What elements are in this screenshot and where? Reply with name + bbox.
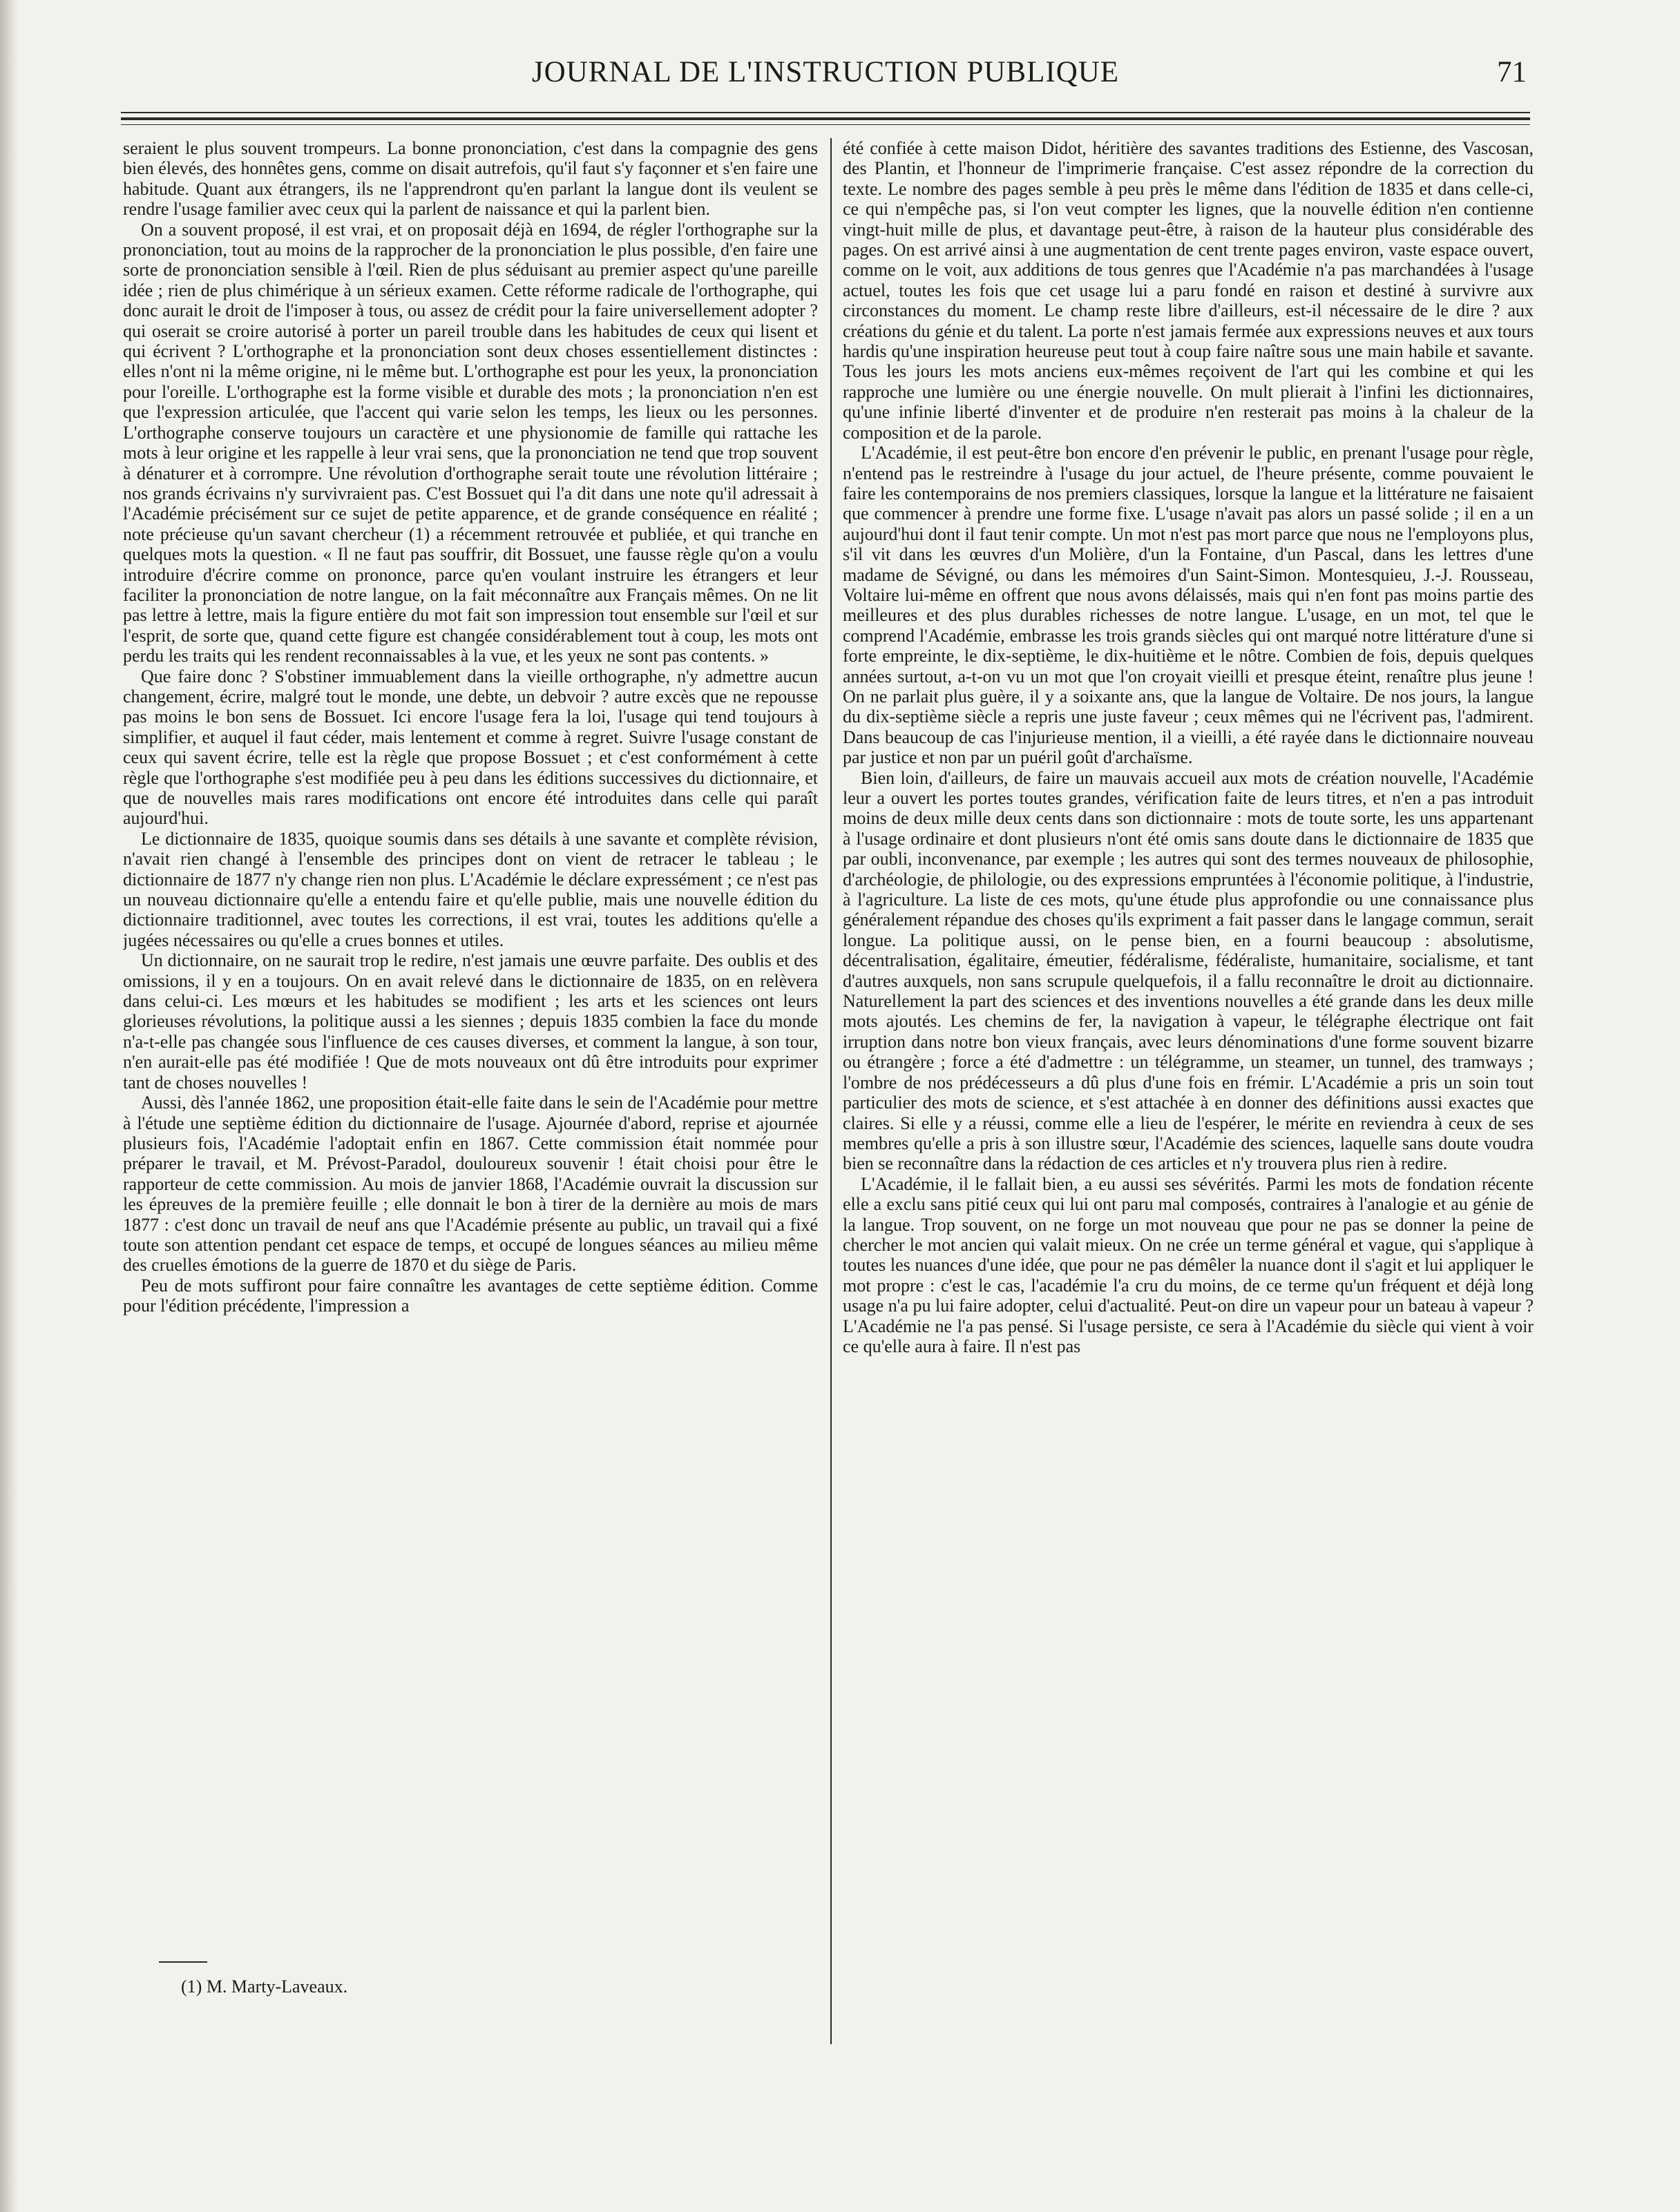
paragraph: Que faire donc ? S'obstiner immuablement dans la vieille orthographe, n'y admettre aucun changement, écrire, malgré tout le monde, une debte, un debvoir ? autre excès que ne repousse pas moins le bon sens de Bossuet. Ici encore l'usage fera la loi, l'usage qui tend toujours à simplifier, et auquel il faut céder, mais lentement et comme à regret. Suivre l'usage constant de ceux qui savent écrire, telle est la règle que propose Bossuet ; et c'est conformément à cette règle que l'orthographe s'est modifiée peu à peu dans les éditions successives du dictionnaire, et que de nouvelles mais rares modifications ont encore été introduites dans celle qui paraît aujourd'hui.: [123, 666, 818, 829]
left-column: [123, 138, 818, 2010]
paragraph: L'Académie, il est peut-être bon encore d'en prévenir le public, en prenant l'usage pour règle, n'entend pas le restreindre à l'usage du jour actuel, de l'heure présente, comme pouvaient le faire les contemporains de nos premiers classiques, lorsque la langue et la littérature ne faisaient que commencer à prendre une forme fixe. L'usage n'avait pas alors un passé solide ; il en a un aujourd'hui dont il faut tenir compte. Un mot n'est pas mort parce que nous ne l'employons plus, s'il vit dans les œuvres d'un Molière, d'un la Fontaine, d'un Pascal, dans les lettres d'une madame de Sévigné, ou dans les mémoires d'un Saint-Simon. Montesquieu, J.-J. Rousseau, Voltaire lui-même en offrent que nous avons délaissés, mais qui n'en font pas moins partie des meilleures et des plus durables richesses de notre langue. L'usage, en un mot, tel que le comprend l'Académie, embrasse les trois grands siècles qui ont marqué notre littérature d'une si forte empreinte, le dix-septième, le dix-huitième et le nôtre. Combien de fois, depuis quelques années surtout, a-t-on vu un mot que l'on croyait vieilli et presque éteint, renaître plus jeune ! On ne parlait plus guère, il y a soixante ans, que la langue de Voltaire. De nos jours, la langue du dix-septième siècle a repris une juste faveur ; ceux mêmes qui ne l'écrivent pas, l'admirent. Dans beaucoup de cas l'injurieuse mention, il a vieilli, a été rayée dans le dictionnaire nouveau par justice et non par un puéril goût d'archaïsme.: [843, 443, 1534, 768]
page-edge-shadow: [0, 0, 19, 2212]
header-rule-top: [121, 112, 1530, 113]
journal-title: JOURNAL DE L'INSTRUCTION PUBLIQUE: [531, 56, 1120, 88]
paragraph: Un dictionnaire, on ne saurait trop le redire, n'est jamais une œuvre parfaite. Des oublis et des omissions, il y en a toujours. On en avait relevé dans le dictionnaire de 1835, on en relèvera dans celui-ci. Les mœurs et les habitudes se modifient ; les arts et les sciences ont leurs glorieuses révolutions, la politique aussi a les siennes ; depuis 1835 combien la face du monde n'a-t-elle pas changée sous l'influence de ces causes diverses, et comment la langue, à son tour, n'en aurait-elle pas été modifiée ! Que de mots nouveaux ont dû être introduits pour exprimer tant de choses nouvelles !: [123, 950, 818, 1093]
header-rule-middle: [121, 117, 1530, 120]
right-column: [843, 138, 1534, 2044]
page-header: [124, 55, 1527, 97]
footnote-rule: [159, 1961, 207, 1963]
paragraph: Le dictionnaire de 1835, quoique soumis dans ses détails à une savante et complète révision, n'avait rien changé à l'ensemble des principes dont on vient de retracer le tableau ; le dictionnaire de 1877 n'y change rien non plus. L'Académie le déclare expressément ; ce n'est pas un nouveau dictionnaire qu'elle a entendu faire et qu'elle publie, mais une nouvelle édition du dictionnaire traditionnel, avec toutes les corrections, il est vrai, toutes les additions qu'elle a jugées nécessaires ou qu'elle a crues bonnes et utiles.: [123, 828, 818, 950]
footnote: (1) M. Marty-Laveaux.: [181, 1977, 348, 1997]
paragraph: On a souvent proposé, il est vrai, et on proposait déjà en 1694, de régler l'orthographe sur la prononciation, tout au moins de la rapprocher de la prononciation le plus possible, d'en faire une sorte de prononciation sensible à l'œil. Rien de plus séduisant au premier aspect qu'une pareille idée ; rien de plus chimérique à un sérieux examen. Cette réforme radicale de l'orthographe, qui donc aurait le droit de l'imposer à tous, ou assez de crédit pour la faire universellement adopter ? qui oserait se croire autorisé à porter un pareil trouble dans les habitudes de ceux qui lisent et qui écrivent ? L'orthographe et la prononciation sont deux choses essentiellement distinctes : elles n'ont ni la même origine, ni le même but. L'orthographe est pour les yeux, la prononciation pour l'oreille. L'orthographe est la forme visible et durable des mots ; la prononciation n'en est que l'expression articulée, que l'accent qui varie selon les temps, les lieux ou les personnes. L'orthographe conserve toujours un caractère et une physionomie de famille qui rattache les mots à leur origine et les rappelle à leur vrai sens, que la prononciation ne tend que trop souvent à dénaturer et à corrompre. Une révolution d'orthographe serait toute une révolution littéraire ; nos grands écrivains n'y survivraient pas. C'est Bossuet qui l'a dit dans une note qu'il adressait à l'Académie précisément sur ce sujet de petite apparence, et de grande conséquence en réalité ; note précieuse qu'un savant chercheur (1) a récemment retrouvée et publiée, et qui tranche en quelques mots la question. « Il ne faut pas souffrir, dit Bossuet, une fausse règle qu'on a voulu introduire d'écrire comme on prononce, parce qu'en voulant instruire les étrangers et leur faciliter la prononciation de notre langue, on la fait méconnaître aux Français mêmes. On ne lit pas lettre à lettre, mais la figure entière du mot fait son impression tout ensemble sur l'œil et sur l'esprit, de sorte que, quand cette figure est changée considérablement tout à coup, les mots ont perdu les traits qui les rendent reconnaissables à la vue, et les yeux ne sont pas contents. »: [123, 219, 818, 666]
paragraph: été confiée à cette maison Didot, héritière des savantes traditions des Estienne, des Vascosan, des Plantin, et l'honneur de l'imprimerie française. C'est assez répondre de la correction du texte. Le nombre des pages semble à peu près le même dans l'édition de 1835 et dans celle-ci, ce qui n'empêche pas, si l'on veut compter les lignes, que la nouvelle édition n'en contienne vingt-huit mille de plus, et davantage peut-être, à raison de la hauteur plus considérable des pages. On est arrivé ainsi à une augmentation de cent trente pages environ, vaste espace ouvert, comme on le voit, aux additions de tous genres que l'Académie n'a pas marchandées à l'usage actuel, toutes les fois que cet usage lui a paru fondé en raison et destiné à survivre aux circonstances du moment. Le champ reste libre d'ailleurs, est-il nécessaire de le dire ? aux créations du génie et du talent. La porte n'est jamais fermée aux expressions neuves et aux tours hardis qu'une inspiration heureuse peut tout à coup faire naître sous une main habile et savante. Tous les jours les mots anciens eux-mêmes reçoivent de l'art qui les combine et qui les rapproche une lumière ou une énergie nouvelle. On mult plierait à l'infini les dictionnaires, qu'une infinie liberté d'inventer et de produire n'en resterait pas moins à la chaleur de la composition et de la parole.: [843, 138, 1534, 443]
column-divider: [830, 138, 832, 2044]
paragraph: L'Académie, il le fallait bien, a eu aussi ses sévérités. Parmi les mots de fondation récente elle a exclu sans pitié ceux qui lui ont paru mal composés, contraires à l'analogie et au génie de la langue. Trop souvent, on ne forge un mot nouveau que pour ne pas se donner la peine de chercher le mot ancien qui valait mieux. On ne crée un terme général et vague, qui s'applique à toutes les nuances d'une idée, que pour ne pas démêler la nuance dont il s'agit et lui appliquer le mot propre : c'est le cas, l'académie l'a cru du moins, de ce terme qu'un fréquent et déjà long usage n'a pu lui faire adopter, celui d'actualité. Peut-on dire un vapeur pour un bateau à vapeur ? L'Académie ne l'a pas pensé. Si l'usage persiste, ce sera à l'Académie du siècle qui vient à voir ce qu'elle aura à faire. Il n'est pas: [843, 1173, 1534, 1356]
paragraph: seraient le plus souvent trompeurs. La bonne prononciation, c'est dans la compagnie des gens bien élevés, des honnêtes gens, comme on disait autrefois, qu'il faut s'y façonner et s'en faire une habitude. Quant aux étrangers, ils ne l'apprendront qu'en parlant la langue dont ils veulent se rendre l'usage familier avec ceux qui la parlent de naissance et qui la parlent bien.: [123, 138, 818, 220]
paragraph: Peu de mots suffiront pour faire connaître les avantages de cette septième édition. Comme pour l'édition précédente, l'impression a: [123, 1275, 818, 1316]
paragraph: Bien loin, d'ailleurs, de faire un mauvais accueil aux mots de création nouvelle, l'Académie leur a ouvert les portes toutes grandes, vérification faite de leurs titres, et n'en a pas introduit moins de deux mille deux cents dans son dictionnaire : mots de toute sorte, les uns appartenant à l'usage ordinaire et dont plusieurs n'ont été omis sans doute dans le dictionnaire de 1835 que par oubli, inconvenance, par exemple ; les autres qui sont des termes nouveaux de philosophie, d'archéologie, de philologie, ou des expressions empruntées à l'économie politique, à l'industrie, à l'agriculture. La liste de ces mots, qu'une étude plus approfondie ou une connaissance plus généralement répandue des choses qu'ils expriment a fait passer dans le langage commun, serait longue. La politique aussi, on le pense bien, en a fourni beaucoup : absolutisme, décentralisation, égalitaire, émeutier, fédéralisme, fédéraliste, humanitaire, socialisme, et tant d'autres auxquels, non sans scrupule quelquefois, il a fallu reconnaître le droit au dictionnaire. Naturellement la part des sciences et des inventions nouvelles a été grande dans les deux mille mots ajoutés. Les chemins de fer, la navigation à vapeur, le télégraphe électrique ont fait irruption dans notre bon vieux français, avec leurs dénominations d'une forme souvent bizarre ou étrangère ; force a été d'admettre : un télégramme, un steamer, un tunnel, des tramways ; l'ombre de nos prédécesseurs a dû plus d'une fois en frémir. L'Académie a pris un soin tout particulier des mots de science, et s'est attachée à en donner des définitions aussi exactes que claires. Si elle y a réussi, comme elle a lieu de l'espérer, le mérite en reviendra à ceux de ses membres qu'elle a pris à son illustre sœur, l'Académie des sciences, laquelle sans doute voudra bien se reconnaître dans la rédaction de ces articles et n'y trouvera plus rien à redire.: [843, 767, 1534, 1174]
page-number: 71: [1497, 56, 1527, 88]
header-rule-bottom: [121, 124, 1530, 125]
paragraph: Aussi, dès l'année 1862, une proposition était-elle faite dans le sein de l'Académie pour mettre à l'étude une septième édition du dictionnaire de l'usage. Ajournée d'abord, reprise et ajournée plusieurs fois, l'Académie l'adoptait enfin en 1867. Cette commission était nommée pour préparer le travail, et M. Prévost-Paradol, douloureux souvenir ! était choisi pour être le rapporteur de cette commission. Au mois de janvier 1868, l'Académie ouvrait la discussion sur les épreuves de la première feuille ; elle donnait le bon à tirer de la dernière au mois de mars 1877 : c'est donc un travail de neuf ans que l'Académie présente au public, un travail qui a fixé toute son attention pendant cet espace de temps, et occupé de longues séances au milieu même des cruelles émotions de la guerre de 1870 et du siège de Paris.: [123, 1093, 818, 1276]
